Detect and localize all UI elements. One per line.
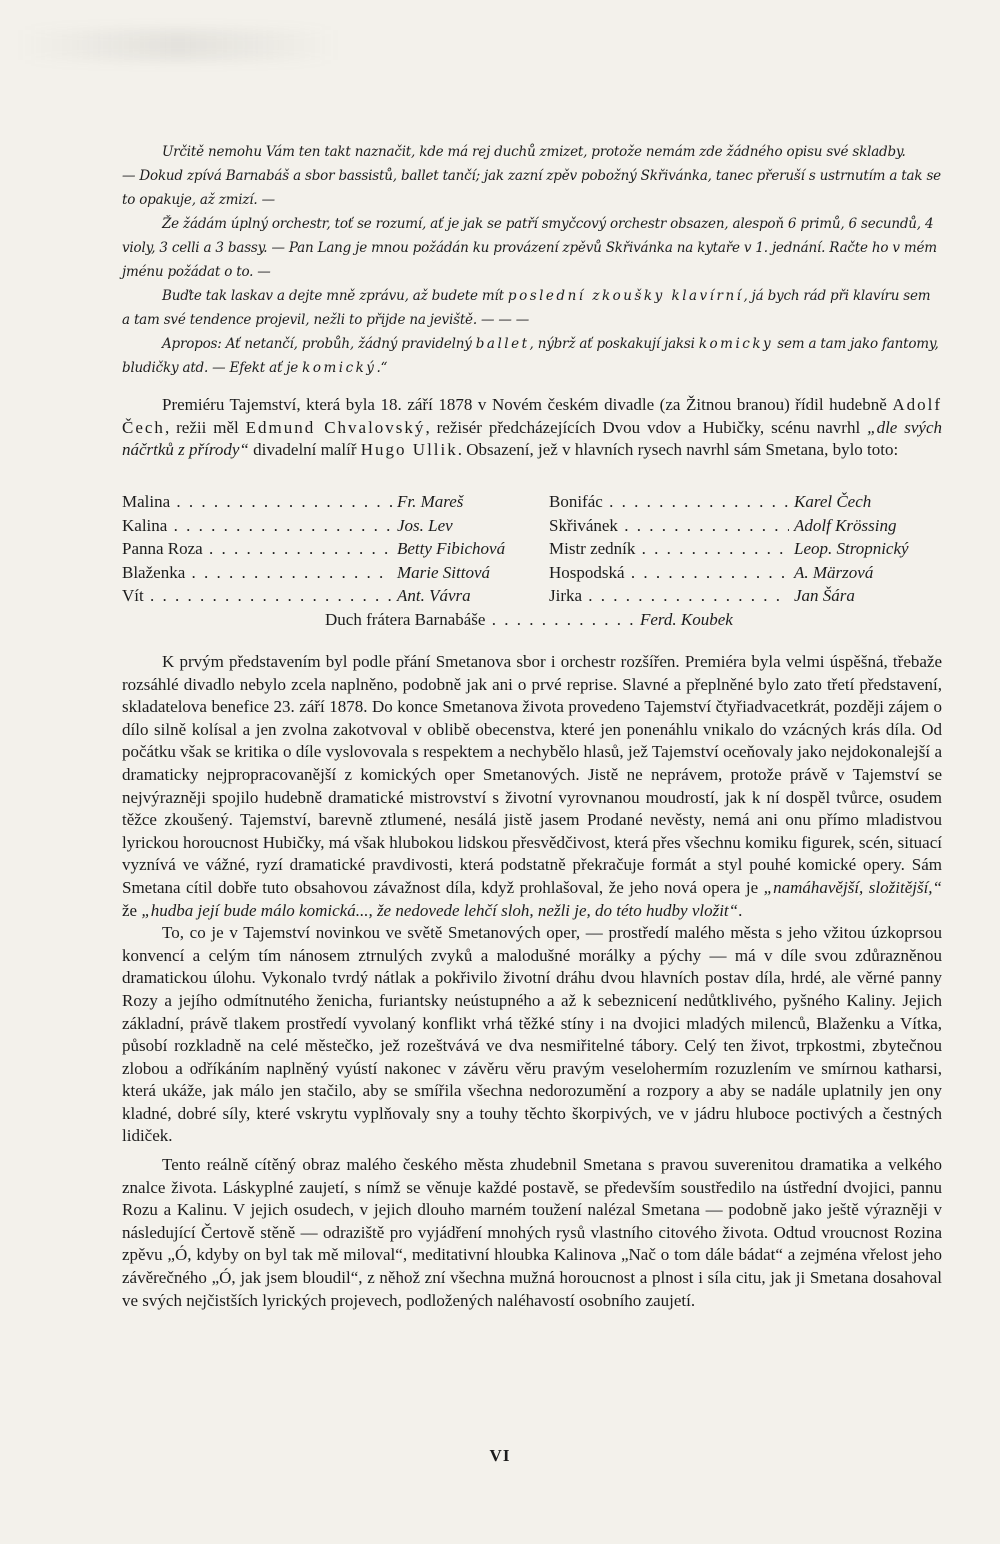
- cast-actor: Ant. Vávra: [397, 586, 471, 605]
- scan-smudge: [18, 30, 338, 60]
- cast-row: [122, 563, 942, 587]
- quote-paragraph-3: Že žádám úplný orchestr, toť se rozumí, ať je jak se patří smyčcový orchestr obsazen, alespoň 6 primů, 6 secundů, 4 violy, 3 celli a 3 bassy. — Pan Lang je mnou požádán ku provázení zpěvů Skřivánka na kytaře v 1. jednání. Račte ho v mém jménu požádat o to. —: [122, 216, 937, 280]
- cast-actor: Marie Sittová: [397, 562, 491, 582]
- quote-spaced-text: komický: [302, 360, 377, 376]
- name-spaced: Hugo Ullik: [360, 440, 458, 460]
- cast-actor: Karel Čech: [794, 492, 872, 511]
- cast-role: Bonifác . . .: [549, 492, 789, 512]
- cast-row-center: [122, 610, 942, 634]
- quote-paragraph-5: [122, 332, 942, 380]
- cast-actor: Jos. Lev: [397, 515, 453, 535]
- cast-actor: Jan Šára: [794, 586, 855, 605]
- quote-paragraph-2: — Dokud zpívá Barnabáš a sbor bassistů, ballet tančí; jak zazní zpěv pobožný Skřivánka, tanec přeruší s ustrnutím a tak se to opakuje, až zmizí. —: [122, 168, 941, 208]
- cast-role: Skřivánek . . .: [549, 516, 789, 536]
- intro-text-part: , režii měl: [164, 417, 239, 437]
- italic-quote: „hudba její bude málo komická..., že nedovede lehčí sloh, nežli je, do této hudby vložit“: [141, 900, 739, 920]
- italic-quote: „dle svých náčrtků z přírody“: [122, 417, 943, 460]
- quote-paragraph-1: Určitě nemohu Vám ten takt naznačit, kde má rej duchů zmizet, protože nemám zde žádného opisu své skladby.: [162, 144, 906, 160]
- cast-role: Malina . . .: [122, 492, 392, 512]
- quote-spaced-text: poslední zkoušky klavírní: [507, 288, 744, 304]
- cast-row: [122, 516, 942, 540]
- cast-role: Jirka . . .: [549, 586, 789, 606]
- cast-row: [122, 586, 942, 610]
- quote-text: , já bych rád při klavíru sem a tam své tendence projevil, nežli to přijde na jeviště. — — —: [122, 288, 931, 328]
- cast-actor: Leop. Stropnický: [794, 539, 909, 558]
- quote-text: , nýbrž ať poskakují jaksi: [529, 336, 695, 352]
- paragraph-text: K prvým představením byl podle přání Smetanova sbor i orchestr rozšířen. Premiéra byla velmi úspěšná, třebaže rozsáhlé divadlo nebylo zcela naplněno, podobně jak ani o prvé reprise. Slavné a přeplněné bylo zato třetí představení, skladatelova benefice 23. září 1878. Do konce Smetanova života provedeno Tajemství čtyřiadvacetkrát, později zájem o dílo silně kolísal a jen zvolna zakotvoval v oblibě obecenstva, které jen ponenáhlu vnikalo do vzácných krás díla. Od počátku však se kritika o díle vyslovovala s respektem a nechybělo hlasů, jež Tajemství oceňovaly jako nejdokonalejší a dramaticky nejpropracovanější z komických oper Smetanových. Jistě ne neprávem, protože právě v Tajemství se nejvýrazněji spojilo hudebně dramatické mistrovství s životní vyrovnanou moudrostí, jak k ní dospěl tvůrce, osudem těžce zkoušený. Tajemství, barevně ztlumené, nesálá jistě jasem Prodané nevěsty, nemá ani onu přímo mladistvou lyrickou horoucnost Hubičky, má však hlubokou lidskou přesvědčivost, která přes všechnu komiku figurek, scén, situací vyznívá ve vážné, ryzí dramatické pravdivosti, která podstatně překračuje formát a styl pouhé komické opery. Sám Smetana cítil dobře tuto obsahovou závažnost díla, když prohlašoval, že jeho nová opera je: [122, 652, 942, 897]
- quote-text: sem a tam jako fantomy, bludičky atd. — Efekt ať je: [122, 336, 939, 376]
- cast-role: Blaženka . . .: [122, 563, 392, 583]
- quote-text: Apropos:: [162, 336, 222, 352]
- cast-role: Kalina . . .: [122, 516, 392, 536]
- cast-role: Vít . . .: [122, 586, 392, 606]
- cast-role: Mistr zedník . . .: [549, 539, 789, 559]
- paragraph-text: .: [738, 900, 743, 920]
- cast-row: [122, 492, 942, 516]
- intro-text-part: divadelní malíř: [248, 440, 357, 460]
- paragraph-1: [122, 651, 942, 922]
- quote-text: .“: [376, 360, 388, 376]
- cast-actor: Fr. Mareš: [397, 492, 464, 511]
- italic-quote: „namáhavější, složitější,“: [763, 877, 943, 897]
- intro-text: [122, 394, 942, 462]
- intro-text-part: Premiéru Tajemství, která byla 18. září 1878 v Novém českém divadle (za Žitnou branou) řídil hudebně: [162, 395, 887, 414]
- letter-quote: [122, 140, 942, 380]
- quote-text: Buďte tak laskav a dejte mně zprávu, až budete mít: [162, 288, 504, 304]
- main-text: [122, 651, 942, 1312]
- quote-text: Ať netančí, probůh, žádný pravidelný: [221, 336, 472, 352]
- cast-role: Hospodská . . .: [549, 563, 789, 583]
- intro-text-part: , režisér předcházejících Dvou vdov a Hubičky, scénu navrhl: [425, 417, 861, 437]
- quote-paragraph-4: [122, 284, 942, 332]
- intro-text-part: . Obsazení, jež v hlavních rysech navrhl sám Smetana, bylo toto:: [457, 440, 899, 460]
- paragraph-2: To, co je v Tajemství novinkou ve světě Smetanových oper, — prostředí malého města s jeho vžitou úzkoprsou konvencí a celým tím nánosem ztrnulých zvyků a malodušné morálky a pýchy — má v díle svou zdůrazněnou dramatickou úlohu. Vykonalo tvrdý nátlak a pokřivilo životní dráhu dvou hlavních postav díla, hrdé, ale věrné panny Rozy a jejího odmítnutého ženicha, furiantsky neústupného a až k sebeznicení nedůtklivého, pyšného Kaliny. Jejich základní, právě tlakem prostředí vyvolaný konflikt vrhá těžké stíny i na dvojici mladých milenců, Blaženku a Vítka, působí rozkladně na celé městečko, jež rozeštvává ve dva nesmiřitelné tábory. Celý ten život, trpkostmi, zbytečnou zlobou a odříkáním naplněný vyústí nakonec v závěru věru pravým veselohermím rozuzlením ve smírnou katharsi, která ukáže, jak málo jen stačilo, aby se smířila všechna nedorozumění a rozpory a aby se nadále uplatnily jen ony kladné, dobré síly, které vskrytu vyplňovaly sny a touhy těchto škorpivých, ve v jádru hluboce poctivých a čestných lidiček.: [122, 923, 942, 1146]
- cast-actor: Betty Fibichová: [397, 539, 506, 558]
- paragraph-text: že: [122, 900, 138, 920]
- cast-actor: Adolf Krössing: [794, 515, 897, 535]
- quote-spaced-text: komicky: [698, 336, 774, 352]
- name-spaced: Edmund Chvalovský: [245, 417, 426, 437]
- cast-role: Duch frátera Barnabáše . . .: [325, 610, 635, 630]
- cast-actor: Ferd. Koubek: [640, 609, 733, 629]
- cast-row: [122, 539, 942, 563]
- name-spaced: Adolf Čech: [122, 395, 943, 437]
- intro-paragraph: [122, 394, 942, 462]
- page-number: VI: [489, 1446, 511, 1465]
- paragraph-3: Tento reálně cítěný obraz malého českého města zhudebnil Smetana s pravou suverenitou dramatika a velkého znalce života. Láskyplné zaujetí, s nímž se věnuje každé postavě, se především soustředilo na ústřední dvojici, pannu Rozu a Kalinu. V jejich osudech, v jejich dlouho marném toužení nalézal Smetana — podobně jako ještě výrazněji v následující Čertově stěně — odraziště pro vyjádření mnohých rysů vlastního citového života. Odtud vroucnost Rozina zpěvu „Ó, kdyby on byl tak mě miloval“, meditativní hloubka Kalinova „Nač o tom dále bádat“ a zejména vřelost jeho závěrečného „Ó, jak jsem bloudil“, z něhož zní všechna mužná horoucnost a plnost i síla citu, jak ji Smetana dosahoval ve svých nejčistších lyrických projevech, podložených naléhavostí osobního zaujetí.: [122, 1155, 942, 1310]
- cast-actor: A. Märzová: [794, 562, 874, 582]
- cast-list: [122, 492, 942, 633]
- quote-spaced-text: ballet: [475, 336, 530, 352]
- cast-role: Panna Roza . . .: [122, 539, 392, 559]
